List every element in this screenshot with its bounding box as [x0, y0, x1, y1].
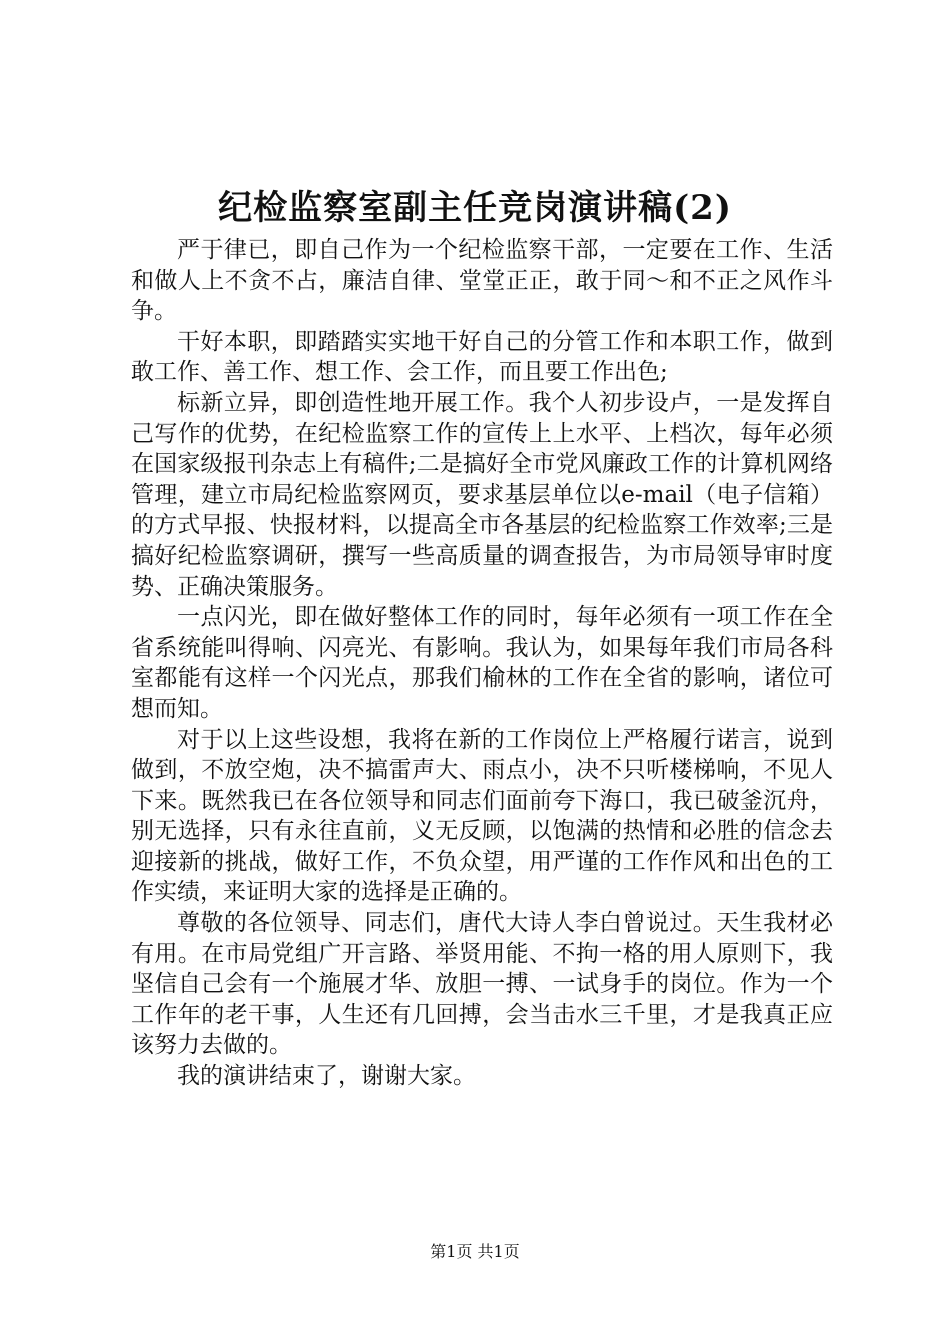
document-title: 纪检监察室副主任竞岗演讲稿(2) — [218, 188, 732, 228]
paragraph-5: 对于以上这些设想，我将在新的工作岗位上严格履行诺言，说到做到，不放空炮，决不搞雷声大、雨点小，决不只听楼梯响，不见人下来。既然我已在各位领导和同志们面前夸下海口，我已破釜沉舟，别无选择，只有永往直前，义无反顾，以饱满的热情和必胜的信念去迎接新的挑战，做好工作，不负众望，用严谨的工作作风和出色的工作实绩，来证明大家的选择是正确的。 — [131, 726, 833, 906]
paragraph-1: 严于律已，即自己作为一个纪检监察干部，一定要在工作、生活和做人上不贪不占，廉洁自律、堂堂正正，敢于同～和不正之风作斗争。 — [131, 237, 833, 325]
page-footer: 第1页 共1页 — [430, 1242, 520, 1261]
paragraph-7: 我的演讲结束了，谢谢大家。 — [177, 1063, 476, 1090]
paragraph-6: 尊敬的各位领导、同志们，唐代大诗人李白曾说过。天生我材必有用。在市局党组广开言路、举贤用能、不拘一格的用人原则下，我坚信自己会有一个施展才华、放胆一搏、一试身手的岗位。作为一个工作年的老干事，人生还有几回搏，会当击水三千里，才是我真正应该努力去做的。 — [131, 910, 833, 1059]
paragraph-4: 一点闪光，即在做好整体工作的同时，每年必须有一项工作在全省系统能叫得响、闪亮光、有影响。我认为，如果每年我们市局各科室都能有这样一个闪光点，那我们榆林的工作在全省的影响，诸位可想而知。 — [131, 604, 833, 722]
paragraph-3: 标新立异，即创造性地开展工作。我个人初步设卢，一是发挥自己写作的优势，在纪检监察工作的宣传上上水平、上档次，每年必须在国家级报刊杂志上有稿件;二是搞好全市党风廉政工作的计算机网络管理，建立市局纪检监察网页，要求基层单位以e-mail（电子信箱）的方式早报、快报材料，以提高全市各基层的纪检监察工作效率;三是搞好纪检监察调研，撰写一些高质量的调查报告，为市局领导审时度势、正确决策服务。 — [131, 389, 833, 600]
document-body — [131, 235, 833, 1092]
paragraph-2: 干好本职，即踏踏实实地干好自己的分管工作和本职工作，做到敢工作、善工作、想工作、会工作，而且要工作出色; — [131, 328, 833, 386]
